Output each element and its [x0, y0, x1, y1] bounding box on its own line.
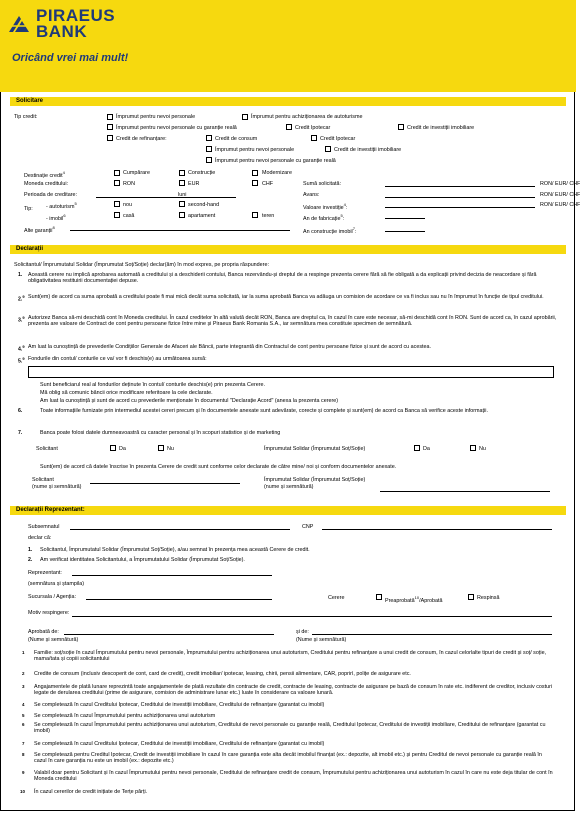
checkbox-chf[interactable] [252, 180, 258, 186]
nume-semnatura-2: (Nume și semnătură) [296, 637, 347, 643]
footnote-10: În cazul cererilor de credit inițiate de Terțe părți. [34, 789, 148, 795]
si-de-label: și de: [296, 629, 309, 635]
footnote-9: Valabil doar pentru Solicitant și în cazul Împrumutului pentru nevoi personale, Creditului de refinanțare credit de consum, Împrumutului pentru achiziționarea unui autoturism în cazul în care nu este deja titular de cont în Moneda creditului [34, 770, 553, 782]
reprezentant-declaratie-1: Solicitantul, Împrumutatul Solidar (Împrumutat Soț/Soție), a/au semnat în prezența mea această Cerere de credit. [40, 547, 310, 553]
checkbox-imprumutat-nu[interactable] [470, 445, 476, 451]
reprezentant-declaratie-2: Am verificat identitatea Solicitantului, a Împrumutatului Solidar (Împrumutat Soț/Soție). [40, 557, 245, 563]
subsemnatul-field[interactable] [70, 529, 290, 530]
acord-text: Sunt(em) de acord că datele înscrise în prezenta Cerere de credit sunt conforme celor declarate de către mine/ noi și conform documentelor anexate. [40, 464, 397, 470]
checkbox-refin-nevoi-garantie[interactable] [206, 157, 212, 163]
option-label: nou [123, 202, 132, 208]
option-label: Împrumut pentru nevoi personale [215, 147, 295, 153]
checkbox-respinsa[interactable] [468, 594, 474, 600]
item-number: 7. [18, 430, 23, 436]
footnote-number: 6 [22, 722, 25, 727]
footnote-number: 1 [22, 650, 25, 655]
perioada-label: Perioada de creditare: [24, 192, 78, 198]
preaprobata-label: Preaprobată$^{10}$/Aprobată [385, 595, 443, 604]
declaratie-2: Sunt(em) de acord ca suma aprobată a creditului poate fi mai mică decât suma solicitată, iar la suma aprobată Banca va adăuga un comision de acordare ce va fi inclus sau nu în împrumut în funcție de tipul creditului. [28, 294, 544, 300]
semnatura-solicitant-field[interactable] [90, 483, 240, 484]
item-number: 3.$^9$ [18, 315, 25, 324]
declaratie-3: Autorizez Banca să-mi deschidă cont în Moneda creditului. În cazul creditelor în altă valută decât RON, Banca are dreptul ca, în cazul în care este necesar, să-mi deschidă cont în RON. Sunt de acord ca, în cazul aprobării, prezenta are valoare de Contract de cont pentru persoane fizice între mine și Piraeus Bank Romania S.A., iar semnătura mea constituie specimen de semnătură. [28, 315, 557, 327]
autoturism-label: - autoturism$^5$ [46, 201, 77, 210]
imprumutat-label: Împrumutat Solidar (Împrumutat Soț/Soție) [264, 446, 366, 452]
cnp-field[interactable] [322, 529, 552, 530]
item-number: 4.$^9$ [18, 344, 25, 353]
declaratii-intro: Solicitantul/ Împrumutatul Solidar (Împrumutat Soț/Soție) declar(ăm) în mod expres, pe propria răspundere: [14, 262, 269, 268]
checkbox-solicitant-nu[interactable] [158, 445, 164, 451]
option-label: apartament [188, 213, 216, 219]
section-declaratii-reprezentant: Declarații Reprezentant: [10, 506, 566, 515]
footnote-number: 3 [22, 684, 25, 689]
option-label: casă [123, 213, 135, 219]
motiv-respingere-field[interactable] [72, 616, 552, 617]
brand-name: PIRAEUS BANK [36, 6, 116, 41]
declaratie-5a: Sunt beneficiarul real al fondurilor deținute în contul/ conturile deschis(e) prin prezenta Cerere. [40, 382, 266, 388]
option-label: Credit de consum [215, 136, 258, 142]
footnote-6: Se completează în cazul Împrumutului pentru achiziționarea unui autoturism, Creditului de nevoi personale cu garanție reală, Creditului Ipotecar, Creditului de investiții imobiliare, Creditului de refinanțare (garantat cu imobil) [34, 722, 546, 734]
checkbox-solicitant-da[interactable] [110, 445, 116, 451]
sucursala-label: Sucursala / Agenția: [28, 594, 76, 600]
declaratie-1: Această cerere nu implică aprobarea automată a creditului și a deschiderii contului, Banca rezervându-și dreptul de a respinge prezenta cerere fără să fie obligată a da explicații privind decizia de neacordare și fără obligativitatea restituirii documentației depuse. [28, 272, 537, 284]
brand-slogan: Oricând vrei mai mult! [12, 52, 129, 64]
option-label: RON [123, 181, 135, 187]
si-de-field[interactable] [312, 634, 552, 635]
checkbox-cumparare[interactable] [114, 170, 120, 176]
semnatura-solicitant-sub: (nume și semnătură) [32, 484, 82, 490]
item-number: 1. [18, 272, 23, 278]
da-label: Da [119, 446, 126, 452]
alte-garantii-field[interactable] [70, 230, 290, 231]
checkbox-ron[interactable] [114, 180, 120, 186]
checkbox-refinantare[interactable] [107, 135, 113, 141]
option-label: Cumpărare [123, 170, 150, 176]
piraeus-logo-icon [8, 12, 30, 34]
cerere-label: Cerere [328, 595, 345, 601]
footnote-2: Credite de consum (inclusiv descoperit de cont, card de credit), credit imobiliar/ ipotecar, leasing, chirii, pensii alimentare, CAR, poprirì, polițe de asigurare etc. [34, 671, 411, 677]
option-label: Construcție [188, 170, 216, 176]
declaratie-4: Am luat la cunoștință de prevederile Condițiilor Generale de Afaceri ale Băncii, parte integrantă din Contractul de cont pentru persoane fizice și sunt de acord cu acestea. [28, 344, 432, 350]
option-label: Credit Ipotecar [320, 136, 356, 142]
footnote-number: 5 [22, 713, 25, 718]
option-label: Credit Ipotecar [295, 125, 331, 131]
footnote-8: Se completează pentru Creditul Ipotecar, Credit de investiții imobiliare în cazul în care garanția este alta decât imobilul finanțat (ex.: depozite, alt imobil etc.) și pentru Creditul de nevoi personale cu garanție reală în cazul în care garanția nu este un imobil (ex.: depozite etc.) [34, 752, 542, 764]
option-label: CHF [262, 181, 274, 187]
valoare-label: Valoare investiție$^4$: [303, 202, 348, 211]
section-declaratii: Declarații [10, 245, 566, 254]
checkbox-ipotecar[interactable] [286, 124, 292, 130]
option-label: Împrumut pentru nevoi personale [116, 114, 196, 120]
currency-label: RON/ EUR/ CHF [540, 181, 580, 187]
respinsa-label: Respinsă [477, 595, 500, 601]
aprobata-de-field[interactable] [64, 634, 274, 635]
semnatura-solicitant-label: Solicitant [32, 477, 54, 483]
declaratie-5c: Am luat la cunoștință și sunt de acord cu prevederile menționate în documentul "Declarație Acord" (anexa la prezenta cerere) [40, 398, 339, 404]
footnote-number: 8 [22, 752, 25, 757]
moneda-label: Moneda creditului: [24, 181, 69, 187]
option-label: Împrumut pentru achiziționarea de autoturisme [251, 114, 363, 120]
da-label: Da [423, 446, 430, 452]
declaratie-7: Banca poate folosi datele dumneavoastră cu caracter personal și în scopuri statistice și de marketing [40, 430, 281, 436]
item-number: 2.$^9$ [18, 294, 25, 303]
sucursala-field[interactable] [86, 599, 272, 600]
checkbox-modernizare[interactable] [252, 170, 258, 176]
option-label: Credit de refinanțare: [116, 136, 167, 142]
semnatura-stampila-label: (semnătura și ștampila) [28, 581, 85, 587]
footnote-number: 9 [22, 770, 25, 775]
valoare-field[interactable] [385, 207, 535, 208]
item-number: 1. [28, 547, 33, 553]
item-number: 2. [28, 557, 33, 563]
nu-label: Nu [479, 446, 486, 452]
footnote-5: Se completează în cazul Împrumutului pentru achiziționarea unui autoturism [34, 713, 216, 719]
checkbox-teren[interactable] [252, 212, 258, 218]
checkbox-apartament[interactable] [179, 212, 185, 218]
tip-label: Tip: [24, 206, 33, 212]
option-label: teren [262, 213, 275, 219]
an-constructie-field[interactable] [385, 231, 425, 232]
checkbox-auto-second[interactable] [179, 201, 185, 207]
header-band [0, 0, 576, 92]
option-label: EUR [188, 181, 200, 187]
checkbox-imprumutat-da[interactable] [414, 445, 420, 451]
tip-credit-label: Tip credit: [14, 114, 38, 120]
footnote-1: Familie: soț/soție în cazul Împrumutului pentru nevoi personale, Împrumutului pentru achiziționarea unui autoturism, Creditului pentru refinanțare a unui credit de consum, în cazul celorlalte tipuri de credit și soț/ soție, mama/tata și copiii solicitantului [34, 650, 547, 662]
reprezentant-field[interactable] [72, 575, 272, 576]
footnote-7: Se completează în cazul Creditului Ipotecar, Creditului de investiții imobiliare, Creditului de refinanțare (garantat cu imobil) [34, 741, 325, 747]
an-constructie-label: An construcție imobil$^7$: [303, 226, 357, 235]
option-label: Credit de investiții imobiliare [334, 147, 402, 153]
subsemnatul-label: Subsemnatul [28, 524, 60, 530]
semnatura-imprumutat-sub: (nume și semnătură) [264, 484, 314, 490]
motiv-respingere-label: Motiv respingere: [28, 610, 70, 616]
aprobata-de-label: Aprobată de: [28, 629, 59, 635]
solicitant-label: Solicitant [36, 446, 58, 452]
checkbox-refin-consum[interactable] [206, 135, 212, 141]
checkbox-eur[interactable] [179, 180, 185, 186]
semnatura-imprumutat-label: Împrumutat Solidar (Împrumutat Soț/Soție) [264, 477, 366, 483]
nume-semnatura-1: (Nume și semnătură) [28, 637, 79, 643]
suma-field[interactable] [385, 186, 535, 187]
an-fabricatie-label: An de fabricație$^5$: [303, 213, 345, 222]
declar-label: declar că: [28, 535, 52, 541]
item-number: 6. [18, 408, 23, 414]
footnote-number: 7 [22, 741, 25, 746]
an-fabricatie-field[interactable] [385, 218, 425, 219]
destinatie-label: Destinație credit$^4$ [24, 170, 65, 179]
option-label: Împrumut pentru nevoi personale cu garanție reală [215, 158, 336, 164]
footnote-number: 4 [22, 702, 25, 707]
checkbox-casa[interactable] [114, 212, 120, 218]
suma-label: Sumă solicitată: [303, 181, 342, 187]
checkbox-refin-ipotecar[interactable] [311, 135, 317, 141]
footnote-4: Se completează în cazul Creditului Ipotecar, Creditului de investiții imobiliare, Creditului de refinanțare (garantat cu imobil) [34, 702, 325, 708]
option-label: Credit de investiții imobiliare [407, 125, 475, 131]
declaratie-6: Toate informațiile furnizate prin intermediul acestei cereri precum și în documentele anexate sunt adevărate, corecte și complete și sunt(em) de acord ca Banca să verifice aceste informații. [40, 408, 488, 414]
perioada-field[interactable] [96, 197, 236, 198]
cnp-label: CNP [302, 524, 314, 530]
alte-garantii-label: Alte garanții$^8$ [24, 225, 55, 234]
checkbox-nevoi-personale[interactable] [107, 114, 113, 120]
checkbox-autoturism[interactable] [242, 114, 248, 120]
imobil-label: - imobil$^6$ [46, 213, 66, 222]
section-solicitare: Solicitare [10, 97, 566, 106]
footnote-3: Angajamentele de plată lunare reprezintă toate angajamentele de plată rezultate din contracte de credit, contracte de leasing, contracte de asigurare pe bază de consum în rate etc. indiferent de creditor, inclusiv costuri legate de derularea creditului (prime de asigurare, comision de administrare lunar etc.) luate în considerare ca valoare lunară. [34, 684, 553, 696]
checkbox-refin-nevoi[interactable] [206, 146, 212, 152]
currency-label: RON/ EUR/ CHF [540, 192, 580, 198]
luni-label: luni [178, 192, 187, 198]
option-label: Împrumut pentru nevoi personale cu garanție reală [116, 125, 237, 131]
option-label: second-hand [188, 202, 220, 208]
nu-label: Nu [167, 446, 174, 452]
semnatura-imprumutat-field[interactable] [380, 491, 550, 492]
footnote-number: 10 [20, 789, 26, 794]
piraeus-logo [8, 6, 158, 66]
declaratie-5b: Mă oblig să comunic băncii orice modificare referitoare la cele declarate. [40, 390, 213, 396]
checkbox-constructie[interactable] [179, 170, 185, 176]
reprezentant-label: Reprezentant: [28, 570, 62, 576]
checkbox-auto-nou[interactable] [114, 201, 120, 207]
declaratie-5: Fondurile din contul/ conturile ce va/ vor fi deschis(e) au următoarea sursă: [28, 356, 207, 362]
checkbox-refin-investitii[interactable] [325, 146, 331, 152]
checkbox-preaprobata[interactable] [376, 594, 382, 600]
item-number: 5.$^9$ [18, 356, 25, 365]
avans-label: Avans: [303, 192, 320, 198]
checkbox-nevoi-garantie[interactable] [107, 124, 113, 130]
avans-field[interactable] [385, 197, 535, 198]
option-label: Modernizare [262, 170, 292, 176]
checkbox-investitii[interactable] [398, 124, 404, 130]
currency-label: RON/ EUR/ CHF [540, 202, 580, 208]
sursa-fonduri-field[interactable] [28, 366, 554, 378]
footnote-number: 2 [22, 671, 25, 676]
